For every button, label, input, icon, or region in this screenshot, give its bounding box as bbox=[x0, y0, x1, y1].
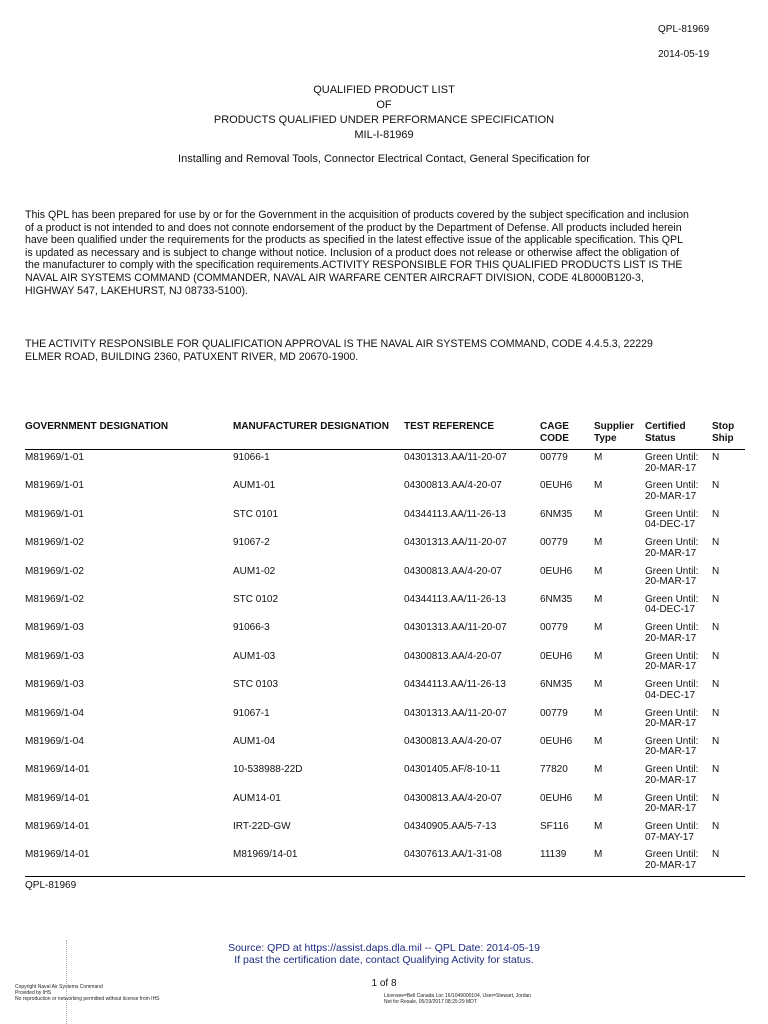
cell-supplier-type: M bbox=[594, 622, 603, 634]
cell-supplier-type: M bbox=[594, 679, 603, 691]
cell-supplier-type: M bbox=[594, 847, 645, 876]
cell-government-designation: M81969/1-01 bbox=[25, 508, 84, 520]
cell-certified-status bbox=[645, 819, 712, 847]
intro-line: of a product is not intended to and does not connote endorsement of the product by the Department of Defense. All products included herein bbox=[25, 221, 682, 234]
certified-status-date: 20-MAR-17 bbox=[645, 859, 697, 871]
certified-status-date: 20-MAR-17 bbox=[645, 462, 697, 474]
certified-status-label: Green Until: bbox=[645, 821, 699, 833]
cell-stop-ship: N bbox=[712, 792, 720, 804]
table-row bbox=[25, 734, 745, 762]
legal-line: Licensee=Bell Canada Loc 16/1049000104, User=Stewart, Jordan bbox=[384, 993, 532, 999]
cell-stop-ship: N bbox=[712, 764, 720, 776]
certified-status-date: 04-DEC-17 bbox=[645, 519, 696, 531]
cell-certified-status bbox=[645, 450, 712, 479]
cell-test-reference: 04301313.AA/11-20-07 bbox=[404, 707, 507, 719]
col-header-cage-code: CAGE CODE bbox=[540, 421, 594, 450]
title-line-3: PRODUCTS QUALIFIED UNDER PERFORMANCE SPECIFICATION bbox=[213, 114, 555, 126]
cell-test-reference: 04300813.AA/4-20-07 bbox=[404, 565, 502, 577]
cell-test-reference: 04300813.AA/4-20-07 bbox=[404, 735, 502, 747]
certified-status-date: 20-MAR-17 bbox=[645, 547, 697, 559]
activity-line: THE ACTIVITY RESPONSIBLE FOR QUALIFICATION APPROVAL IS THE NAVAL AIR SYSTEMS COMMAND, CODE 4.4.5.3, 22229 bbox=[25, 338, 653, 350]
cell-certified-status bbox=[645, 734, 712, 762]
table-row bbox=[25, 819, 745, 847]
certified-status-label: Green Until: bbox=[645, 792, 699, 804]
cell-government-designation: M81969/1-03 bbox=[25, 650, 84, 662]
cell-manufacturer-designation: AUM14-01 bbox=[233, 792, 281, 804]
table-row bbox=[25, 847, 745, 876]
certified-status-date: 20-MAR-17 bbox=[645, 632, 697, 644]
table-row bbox=[25, 677, 745, 705]
certified-status-label: Green Until: bbox=[645, 735, 699, 747]
certified-status-label: Green Until: bbox=[645, 679, 699, 691]
cell-manufacturer-designation: 10-538988-22D bbox=[233, 764, 303, 776]
col-header-test-reference: TEST REFERENCE bbox=[404, 421, 540, 450]
cell-stop-ship: N bbox=[712, 480, 720, 492]
cell-government-designation: M81969/1-01 bbox=[25, 480, 84, 492]
cell-manufacturer-designation: AUM1-03 bbox=[233, 650, 276, 662]
cell-manufacturer-designation: 91066-1 bbox=[233, 452, 270, 463]
cell-supplier-type: M bbox=[594, 792, 603, 804]
cell-certified-status bbox=[645, 706, 712, 734]
cell-manufacturer-designation: 91067-1 bbox=[233, 707, 270, 719]
cell-supplier-type: M bbox=[594, 764, 603, 776]
cell-stop-ship: N bbox=[712, 735, 720, 747]
document-id: QPL-81969 bbox=[658, 24, 710, 35]
certified-status-date: 20-MAR-17 bbox=[645, 774, 697, 786]
cell-certified-status bbox=[645, 507, 712, 535]
cell-supplier-type: M bbox=[594, 735, 603, 747]
cell-test-reference: 04300813.AA/4-20-07 bbox=[404, 650, 502, 662]
cell-manufacturer-designation: M81969/14-01 bbox=[233, 847, 404, 876]
cell-supplier-type: M bbox=[594, 480, 603, 492]
table-row bbox=[25, 762, 745, 790]
col-header-stop-ship: Stop Ship bbox=[712, 421, 745, 450]
cell-test-reference: 04340905.AA/5-7-13 bbox=[404, 821, 497, 833]
spec-number: MIL-I-81969 bbox=[354, 129, 414, 141]
cell-certified-status bbox=[645, 564, 712, 592]
cell-cage-code: 00779 bbox=[540, 707, 568, 719]
cell-government-designation: M81969/1-04 bbox=[25, 735, 84, 747]
certified-status-label: Green Until: bbox=[645, 480, 699, 492]
certified-status-date: 20-MAR-17 bbox=[645, 718, 697, 730]
table-row bbox=[25, 706, 745, 734]
table-row bbox=[25, 620, 745, 648]
cell-test-reference: 04344113.AA/11-26-13 bbox=[404, 508, 506, 520]
certified-status-date: 04-DEC-17 bbox=[645, 689, 696, 701]
cell-cage-code: 6NM35 bbox=[540, 508, 573, 520]
cell-supplier-type: M bbox=[594, 593, 603, 605]
col-header-manufacturer-designation: MANUFACTURER DESIGNATION bbox=[233, 421, 404, 450]
cell-test-reference: 04301313.AA/11-20-07 bbox=[404, 452, 507, 463]
certified-status-date: 20-MAR-17 bbox=[645, 661, 697, 673]
page-footer-id: QPL-81969 bbox=[25, 880, 77, 891]
title-line-1: QUALIFIED PRODUCT LIST bbox=[313, 84, 455, 96]
margin-dotted-line bbox=[66, 940, 68, 1024]
cell-stop-ship: N bbox=[712, 650, 720, 662]
col-header-certified-status: Certified Status bbox=[645, 421, 712, 450]
certified-status-date: 20-MAR-17 bbox=[645, 576, 697, 588]
cell-government-designation: M81969/1-04 bbox=[25, 707, 84, 719]
cell-manufacturer-designation: 91066-3 bbox=[233, 622, 270, 634]
table-row bbox=[25, 791, 745, 819]
cell-supplier-type: M bbox=[594, 821, 603, 833]
intro-line: is updated as necessary and is subject to change without notice. Inclusion of a product does not release or otherwise affect the obligation of bbox=[25, 246, 680, 259]
cell-manufacturer-designation: STC 0102 bbox=[233, 593, 279, 605]
cell-test-reference: 04300813.AA/4-20-07 bbox=[404, 792, 502, 804]
table-header-row bbox=[25, 421, 745, 450]
cell-supplier-type: M bbox=[594, 650, 603, 662]
table-row bbox=[25, 649, 745, 677]
cell-cage-code: 00779 bbox=[540, 537, 568, 549]
cell-stop-ship: N bbox=[712, 679, 720, 691]
certified-status-label: Green Until: bbox=[645, 537, 699, 549]
certified-status-date: 07-MAY-17 bbox=[645, 831, 694, 843]
table-row bbox=[25, 478, 745, 506]
cell-certified-status bbox=[645, 478, 712, 506]
cell-government-designation: M81969/1-03 bbox=[25, 622, 84, 634]
cell-manufacturer-designation: AUM1-01 bbox=[233, 480, 276, 492]
cell-certified-status bbox=[645, 535, 712, 563]
cell-cage-code: 0EUH6 bbox=[540, 565, 573, 577]
cell-test-reference: 04301405.AF/8-10-11 bbox=[404, 764, 501, 776]
legal-line: Not for Resale, 05/19/2017 08:25:29 MDT bbox=[384, 999, 477, 1005]
cell-government-designation: M81969/1-02 bbox=[25, 593, 84, 605]
page-number: 1 of 8 bbox=[371, 978, 397, 989]
cell-manufacturer-designation: AUM1-04 bbox=[233, 735, 276, 747]
certified-status-date: 04-DEC-17 bbox=[645, 604, 696, 616]
cell-certified-status bbox=[645, 791, 712, 819]
cell-government-designation: M81969/1-03 bbox=[25, 679, 84, 691]
qpl-table bbox=[25, 421, 745, 877]
cell-manufacturer-designation: 91067-2 bbox=[233, 537, 270, 549]
cell-stop-ship: N bbox=[712, 622, 720, 634]
table-row bbox=[25, 564, 745, 592]
certified-status-label: Green Until: bbox=[645, 764, 699, 776]
legal-line: Copyright Naval Air Systems Command bbox=[15, 984, 103, 990]
certified-status-label: Green Until: bbox=[645, 508, 699, 520]
cell-government-designation: M81969/1-01 bbox=[25, 452, 84, 463]
cell-supplier-type: M bbox=[594, 537, 603, 549]
cell-supplier-type: M bbox=[594, 565, 603, 577]
cell-certified-status bbox=[645, 677, 712, 705]
legal-line: Provided by IHS bbox=[15, 990, 52, 996]
cell-government-designation: M81969/1-02 bbox=[25, 565, 84, 577]
source-line-1: Source: QPD at https://assist.daps.dla.mil -- QPL Date: 2014-05-19 bbox=[228, 942, 540, 954]
certified-status-label: Green Until: bbox=[645, 849, 699, 861]
cell-cage-code: 6NM35 bbox=[540, 679, 573, 691]
cell-supplier-type: M bbox=[594, 508, 603, 520]
col-header-government-designation: GOVERNMENT DESIGNATION bbox=[25, 421, 233, 450]
certified-status-label: Green Until: bbox=[645, 622, 699, 634]
cell-government-designation: M81969/14-01 bbox=[25, 792, 90, 804]
title-line-2: OF bbox=[376, 99, 392, 111]
cell-cage-code: 6NM35 bbox=[540, 593, 573, 605]
cell-cage-code: 0EUH6 bbox=[540, 650, 573, 662]
cell-cage-code: 00779 bbox=[540, 452, 568, 463]
cell-supplier-type: M bbox=[594, 707, 603, 719]
cell-manufacturer-designation: STC 0103 bbox=[233, 679, 279, 691]
cell-cage-code: 0EUH6 bbox=[540, 735, 573, 747]
cell-test-reference: 04300813.AA/4-20-07 bbox=[404, 480, 502, 492]
intro-line: have been qualified under the requirements for the products as specified in the latest effective issue of the applicable specification. This QPL bbox=[25, 234, 683, 247]
certified-status-date: 20-MAR-17 bbox=[645, 803, 697, 815]
cell-certified-status bbox=[645, 620, 712, 648]
table-row bbox=[25, 592, 745, 620]
document-date: 2014-05-19 bbox=[658, 49, 710, 60]
cell-certified-status bbox=[645, 762, 712, 790]
cell-cage-code: 0EUH6 bbox=[540, 480, 573, 492]
cell-certified-status bbox=[645, 847, 712, 876]
cell-certified-status bbox=[645, 592, 712, 620]
certified-status-label: Green Until: bbox=[645, 565, 699, 577]
cell-cage-code: 11139 bbox=[540, 847, 594, 876]
cell-stop-ship: N bbox=[712, 821, 720, 833]
intro-paragraph bbox=[25, 209, 740, 297]
cell-government-designation: M81969/14-01 bbox=[25, 764, 90, 776]
source-line-2: If past the certification date, contact Qualifying Activity for status. bbox=[234, 954, 534, 966]
cell-test-reference: 04344113.AA/11-26-13 bbox=[404, 593, 506, 605]
cell-stop-ship: N bbox=[712, 593, 720, 605]
cell-manufacturer-designation: AUM1-02 bbox=[233, 565, 276, 577]
table-row bbox=[25, 535, 745, 563]
spec-subtitle: Installing and Removal Tools, Connector Electrical Contact, General Specification for bbox=[178, 153, 590, 165]
intro-line: HIGHWAY 547, LAKEHURST, NJ 08733-5100). bbox=[25, 284, 248, 297]
cell-cage-code: 00779 bbox=[540, 622, 568, 634]
cell-certified-status bbox=[645, 649, 712, 677]
legal-left bbox=[15, 984, 255, 1002]
title-block bbox=[0, 83, 768, 143]
cell-manufacturer-designation: STC 0101 bbox=[233, 508, 279, 520]
cell-manufacturer-designation: IRT-22D-GW bbox=[233, 821, 291, 833]
cell-stop-ship: N bbox=[712, 537, 720, 549]
cell-government-designation: M81969/1-02 bbox=[25, 537, 84, 549]
cell-test-reference: 04344113.AA/11-26-13 bbox=[404, 679, 506, 691]
cell-test-reference: 04307613.AA/1-31-08 bbox=[404, 847, 540, 876]
cell-cage-code: 0EUH6 bbox=[540, 792, 573, 804]
col-header-supplier-type: Supplier Type bbox=[594, 421, 645, 450]
certified-status-label: Green Until: bbox=[645, 593, 699, 605]
cell-cage-code: 77820 bbox=[540, 764, 568, 776]
cell-supplier-type: M bbox=[594, 452, 603, 463]
certified-status-date: 20-MAR-17 bbox=[645, 490, 697, 502]
activity-line: ELMER ROAD, BUILDING 2360, PATUXENT RIVER, MD 20670-1900. bbox=[25, 350, 359, 363]
intro-line: NAVAL AIR SYSTEMS COMMAND (COMMANDER, NAVAL AIR WARFARE CENTER AIRCRAFT DIVISION, CODE 4L8000B120-3, bbox=[25, 271, 644, 284]
intro-line: the manufacturer to comply with the specification requirements.ACTIVITY RESPONSIBLE FOR THIS QUALIFIED PRODUCTS LIST IS THE bbox=[25, 259, 683, 272]
legal-line: No reproduction or networking permitted without license from IHS bbox=[15, 996, 160, 1002]
table-row bbox=[25, 507, 745, 535]
cell-government-designation: M81969/14-01 bbox=[25, 847, 233, 876]
cell-stop-ship: N bbox=[712, 452, 720, 463]
certified-status-label: Green Until: bbox=[645, 707, 699, 719]
intro-line: This QPL has been prepared for use by or for the Government in the acquisition of products covered by the subject specification and inclusion bbox=[25, 209, 689, 221]
cell-cage-code: SF116 bbox=[540, 821, 569, 833]
certified-status-label: Green Until: bbox=[645, 452, 699, 463]
cell-stop-ship: N bbox=[712, 565, 720, 577]
source-note bbox=[0, 942, 768, 966]
cell-stop-ship: N bbox=[712, 508, 720, 520]
certified-status-label: Green Until: bbox=[645, 650, 699, 662]
cell-government-designation: M81969/14-01 bbox=[25, 821, 90, 833]
certified-status-date: 20-MAR-17 bbox=[645, 746, 697, 758]
cell-test-reference: 04301313.AA/11-20-07 bbox=[404, 537, 507, 549]
table-row bbox=[25, 450, 745, 479]
cell-stop-ship: N bbox=[712, 847, 745, 876]
legal-right bbox=[384, 993, 634, 1005]
cell-test-reference: 04301313.AA/11-20-07 bbox=[404, 622, 507, 634]
activity-paragraph bbox=[25, 338, 740, 363]
cell-stop-ship: N bbox=[712, 707, 720, 719]
